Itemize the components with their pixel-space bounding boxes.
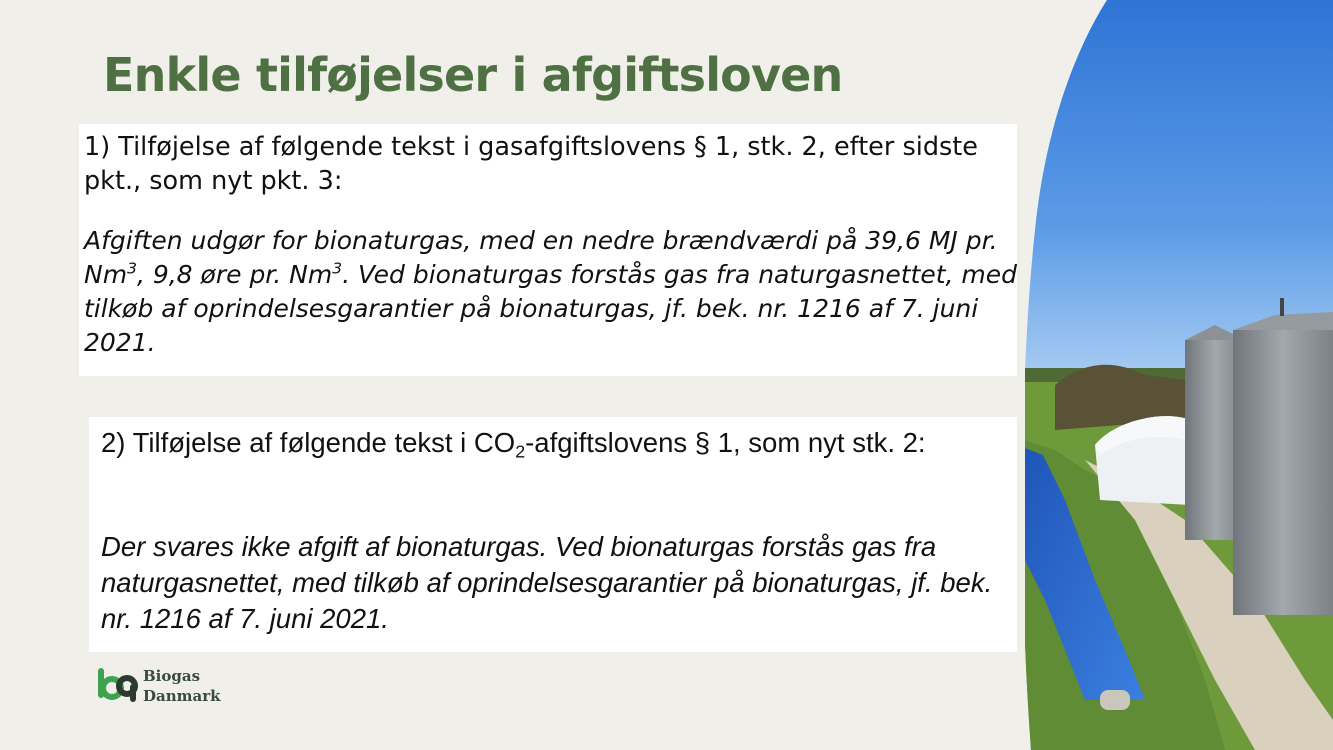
- superscript: 3: [332, 259, 343, 278]
- logo-line-danmark: Danmark: [143, 687, 221, 705]
- co2-afgift-intro-text: [101, 425, 1006, 461]
- slide-title: Enkle tilføjelser i afgiftsloven: [103, 48, 843, 102]
- superscript: 3: [127, 259, 137, 278]
- biogas-danmark-logo-icon: [97, 666, 139, 704]
- intro-text-part: 2) Tilføjelse af følgende tekst i CO: [101, 427, 516, 458]
- text-box-gasafgift: [79, 124, 1017, 376]
- subscript: 2: [515, 441, 526, 462]
- law-text-part: . Ved bionaturgas forstås gas fra naturgasnettet, med tilkøb af oprindelsesgarantier på bionaturgas, jf. bek. nr. 1216 af 7. juni 2021.: [84, 260, 1018, 357]
- biogas-plant-photo: [1025, 0, 1333, 750]
- text-box-co2-afgift: [89, 417, 1017, 652]
- biogas-danmark-logo: [97, 664, 237, 708]
- co2-afgift-law-text: Der svares ikke afgift af bionaturgas. Ved bionaturgas forstås gas fra naturgasnettet, med tilkøb af oprindelsesgarantier på bionaturgas, jf. bek. nr. 1216 af 7. juni 2021.: [101, 531, 993, 634]
- law-text-part: , 9,8 øre pr. Nm: [136, 260, 333, 289]
- logo-text: [143, 666, 221, 706]
- law-text-part: Afgiften udgør for bionaturgas, med en nedre brændværdi på 39,6 MJ pr. Nm: [84, 226, 998, 289]
- gasafgift-law-text: [84, 224, 1019, 360]
- intro-text-part: -afgiftslovens § 1, som nyt stk. 2:: [525, 427, 926, 458]
- logo-line-biogas: Biogas: [143, 667, 201, 685]
- gasafgift-intro-text: 1) Tilføjelse af følgende tekst i gasafgiftslovens § 1, stk. 2, efter sidste pkt., som nyt pkt. 3:: [84, 132, 978, 196]
